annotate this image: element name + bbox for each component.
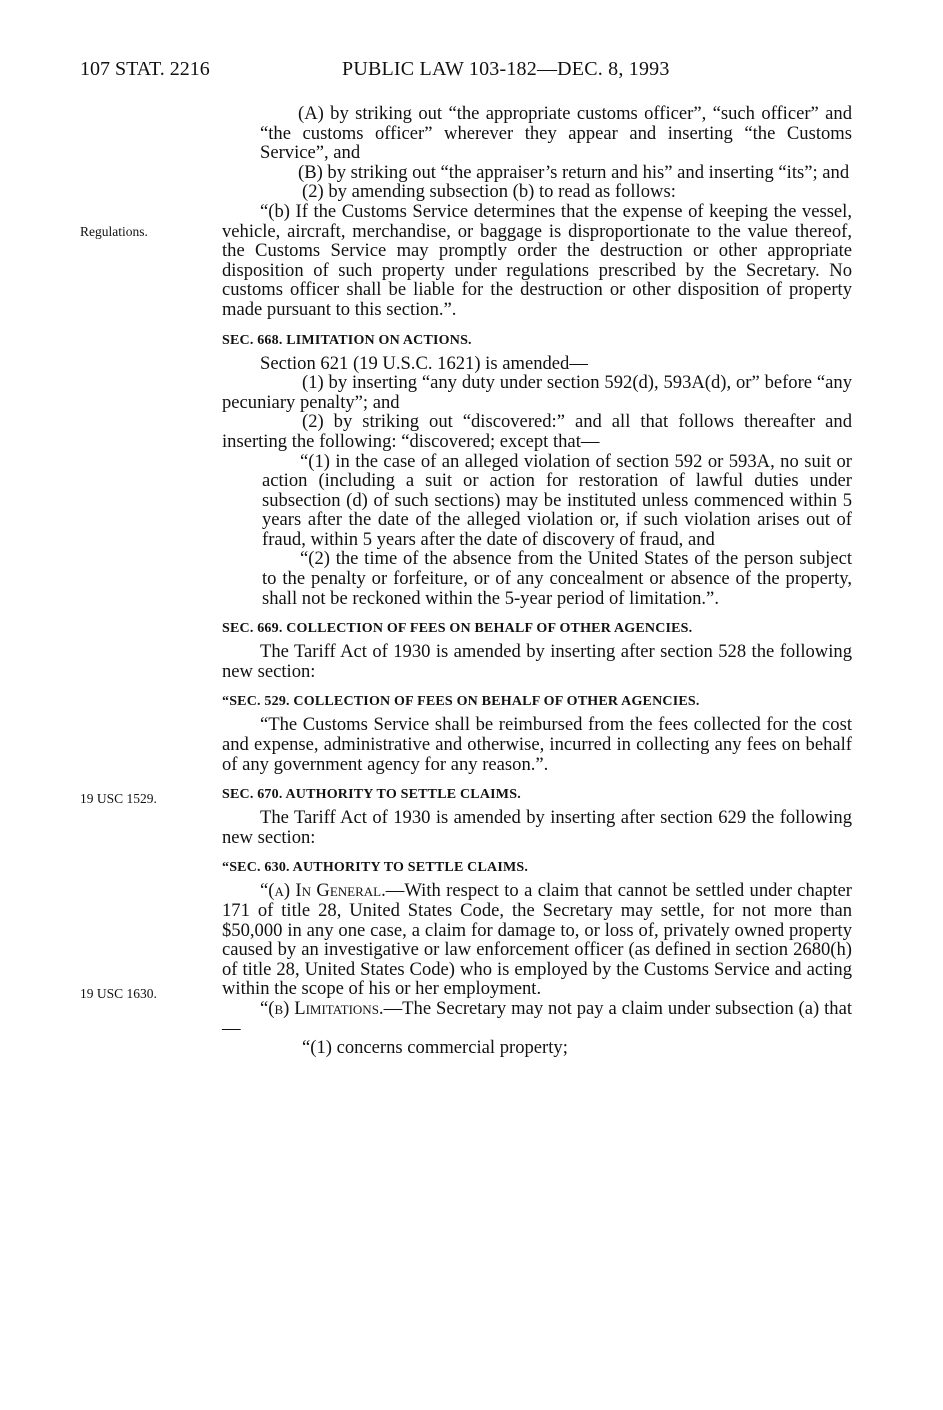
subsection-b-label: “(b) Limitations.: [260, 997, 384, 1019]
subsection-b-text: —The Secretary may not pay a claim under subsection (a) that—: [222, 997, 852, 1039]
margin-note-usc-1529: 19 USC 1529.: [80, 791, 157, 806]
paragraph-a: (A) by striking out “the appropriate customs officer”, “such officer” and “the customs officer” wherever they appear and inserting “the Customs Service”, and: [260, 103, 852, 164]
subsection-b-quote: “(b) If the Customs Service determines that the expense of keeping the vessel, vehicle, aircraft, merchandise, or baggage is disproportionate to the value thereof, the Customs Service may promptly order the destruction or other appropriate disposition of such property under regulations prescribed by the Secretary. No customs officer shall be liable for the destruction or other disposition of property made pursuant to this section.”.: [222, 200, 852, 320]
section-670-heading: SEC. 670. AUTHORITY TO SETTLE CLAIMS.: [222, 787, 521, 803]
margin-note-usc-1630: 19 USC 1630.: [80, 986, 157, 1001]
paragraph-b: (B) by striking out “the appraiser’s return and his” and inserting “its”; and: [298, 161, 850, 183]
margin-note-regulations: Regulations.: [80, 224, 148, 239]
section-668-item-1: (1) by inserting “any duty under section 592(d), 593A(d), or” before “any pecuniary penalty”; and: [222, 372, 852, 413]
section-529-heading: “SEC. 529. COLLECTION OF FEES ON BEHALF OF OTHER AGENCIES.: [222, 694, 700, 710]
section-670-intro: The Tariff Act of 1930 is amended by inserting after section 629 the following new section:: [222, 807, 852, 848]
law-title: PUBLIC LAW 103-182—DEC. 8, 1993: [342, 58, 670, 80]
page-body: [222, 104, 852, 1058]
section-630-subsection-b: [222, 999, 852, 1038]
section-630-subsection-a: [222, 881, 852, 999]
section-668-quote-1: “(1) in the case of an alleged violation of section 592 or 593A, no suit or action (including a suit or action for restoration of lawful duties under subsection (d) of such sections) may be instituted unless commenced within 5 years after the date of the alleged violation or, if such violation arises out of fraud, within 5 years after the date of discovery of fraud, and: [262, 450, 852, 550]
section-668-intro: Section 621 (19 U.S.C. 1621) is amended—: [260, 352, 588, 374]
section-668-heading: SEC. 668. LIMITATION ON ACTIONS.: [222, 332, 472, 348]
section-669-intro: The Tariff Act of 1930 is amended by inserting after section 528 the following new section:: [222, 641, 852, 682]
paragraph-2: (2) by amending subsection (b) to read as follows:: [302, 181, 676, 203]
section-630-heading: “SEC. 630. AUTHORITY TO SETTLE CLAIMS.: [222, 860, 529, 876]
section-529-text: “The Customs Service shall be reimbursed from the fees collected for the cost and expense, administrative and otherwise, incurred in collecting any fees on behalf of any government agency for any reason.”.: [222, 714, 852, 775]
section-668-item-2: (2) by striking out “discovered:” and all that follows thereafter and inserting the following: “discovered; except that—: [222, 411, 852, 452]
statute-reference: 107 STAT. 2216: [80, 58, 210, 80]
subsection-a-label: “(a) In General.: [260, 880, 386, 902]
section-668-quote-2: “(2) the time of the absence from the United States of the person subject to the penalty or forfeiture, or of any concealment or absence of the property, shall not be reckoned within the 5-year period of limitation.”.: [262, 548, 852, 609]
section-669-heading: SEC. 669. COLLECTION OF FEES ON BEHALF OF OTHER AGENCIES.: [222, 621, 693, 637]
subsection-a-text: —With respect to a claim that cannot be settled under chapter 171 of title 28, United States Code, the Secretary may settle, for not more than $50,000 in any one case, a claim for damage to, or loss of, privately owned property caused by an investigative or law enforcement officer (as defined in section 2680(h) of title 28, United States Code) who is employed by the Customs Service and acting within the scope of his or her employment.: [222, 880, 852, 1000]
section-630-item-1: “(1) concerns commercial property;: [302, 1037, 568, 1059]
page-header: [0, 58, 943, 88]
